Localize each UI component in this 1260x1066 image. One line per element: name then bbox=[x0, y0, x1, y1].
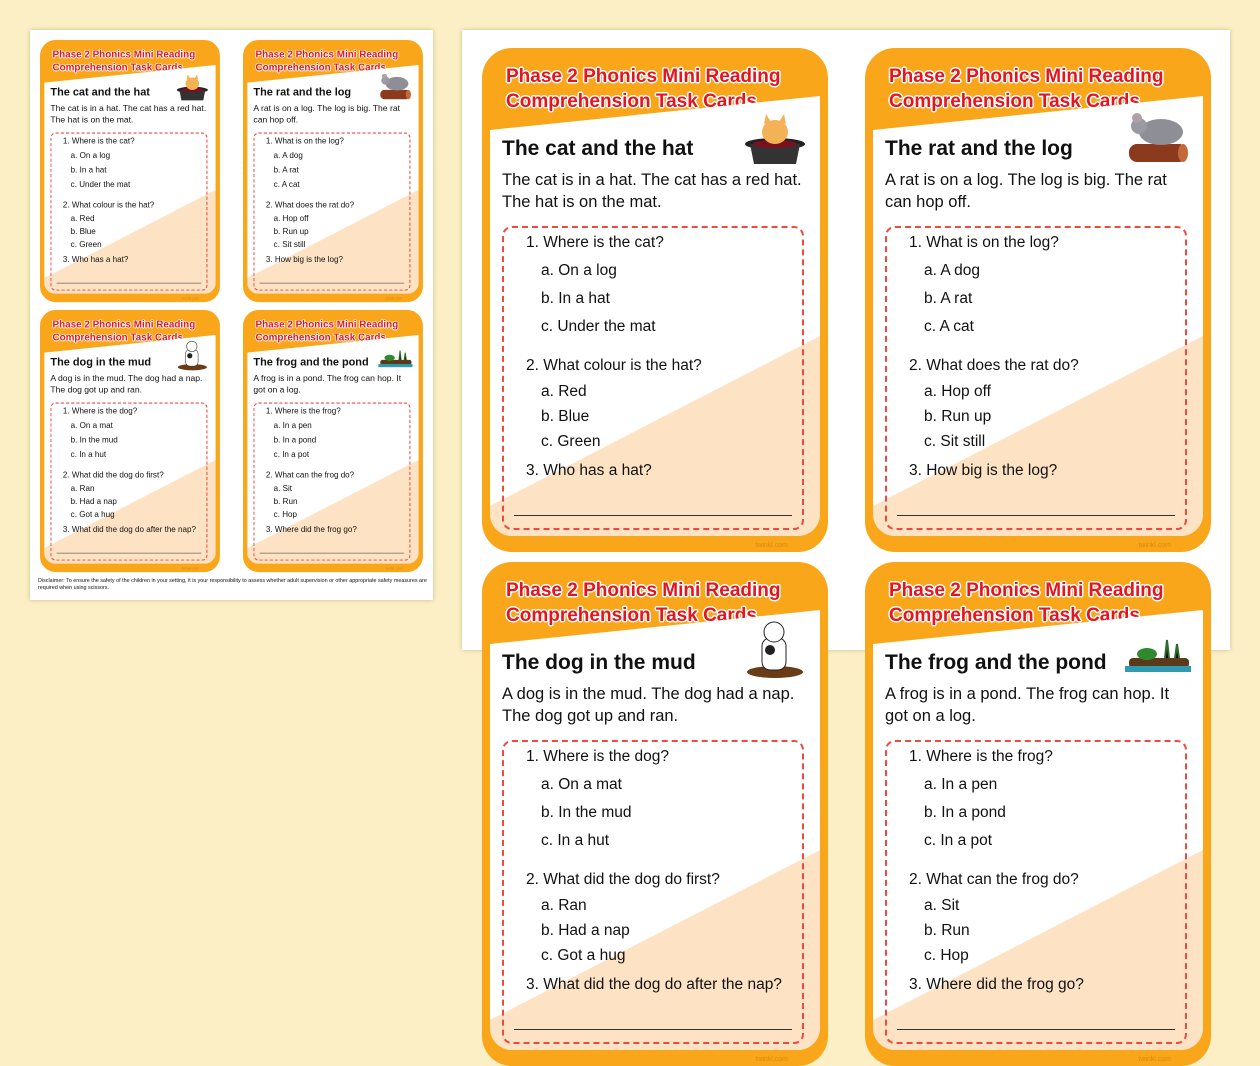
answer-option: a. Sit bbox=[273, 484, 293, 494]
story-text: The cat is in a hat. The cat has a red hat. The hat is on the mat. bbox=[502, 171, 802, 211]
questions-box bbox=[885, 740, 1187, 1044]
story-title: The cat and the hat bbox=[50, 86, 150, 99]
answer-option: c. Sit still bbox=[273, 240, 306, 250]
twinkl-brand-text: twinkl.com bbox=[385, 566, 403, 571]
card-header-title-line-1: Phase 2 Phonics Mini Reading bbox=[506, 66, 781, 87]
answer-option: b. Had a nap bbox=[541, 922, 630, 939]
answer-option: a. On a mat bbox=[70, 421, 113, 431]
cat-in-hat-icon bbox=[175, 69, 209, 101]
question: 2. What did the dog do first? bbox=[62, 470, 164, 480]
answer-option: a. On a log bbox=[70, 151, 111, 161]
card-header-title-line-1: Phase 2 Phonics Mini Reading bbox=[255, 49, 399, 61]
dog-in-mud-icon bbox=[175, 339, 209, 371]
task-card bbox=[482, 562, 828, 1066]
story-text: A dog is in the mud. The dog had a nap. The dog got up and ran. bbox=[50, 373, 203, 395]
answer-option: c. Green bbox=[541, 433, 601, 450]
disclaimer-text: Disclaimer: To ensure the safety of the children in your setting, it is your responsibility to assess whether adult supervision or other appropriate safety measures are required when using scissors. bbox=[38, 578, 427, 591]
twinkl-brand-text: twinkl.com bbox=[1138, 542, 1171, 549]
answer-option: c. Sit still bbox=[924, 433, 986, 450]
question: 3. Where did the frog go? bbox=[909, 976, 1084, 993]
story-text: A frog is in a pond. The frog can hop. It got on a log. bbox=[253, 373, 402, 395]
task-card bbox=[243, 40, 423, 302]
answer-line bbox=[260, 553, 405, 554]
answer-option: c. In a hut bbox=[70, 450, 107, 460]
answer-option: c. A cat bbox=[924, 318, 974, 335]
question: 2. What did the dog do first? bbox=[526, 871, 720, 888]
task-card bbox=[40, 40, 220, 302]
answer-option: a. Sit bbox=[924, 897, 960, 914]
answer-option: a. Red bbox=[70, 214, 95, 224]
answer-option: b. Run bbox=[273, 497, 298, 507]
worksheet-preview-page bbox=[30, 30, 433, 600]
question: 2. What colour is the hat? bbox=[62, 200, 155, 210]
answer-option: c. In a pot bbox=[273, 450, 310, 460]
answer-option: c. Under the mat bbox=[70, 180, 131, 190]
questions-box bbox=[50, 403, 207, 561]
card-header-title-line-2: Comprehension Task Cards bbox=[506, 605, 757, 626]
question: 2. What can the frog do? bbox=[909, 871, 1079, 888]
questions-box bbox=[253, 403, 410, 561]
questions-box bbox=[502, 226, 804, 530]
twinkl-brand-text: twinkl.com bbox=[755, 1056, 788, 1063]
question: 3. How big is the log? bbox=[265, 255, 343, 265]
story-title: The rat and the log bbox=[885, 137, 1073, 160]
answer-option: a. A dog bbox=[273, 151, 303, 161]
twinkl-brand-text: twinkl.com bbox=[755, 542, 788, 549]
question: 1. Where is the cat? bbox=[526, 234, 664, 251]
answer-option: b. Run up bbox=[273, 227, 309, 237]
rat-on-log-icon bbox=[378, 69, 412, 101]
card-header-title-line-2: Comprehension Task Cards bbox=[889, 91, 1140, 112]
question: 1. What is on the log? bbox=[265, 136, 344, 146]
answer-line bbox=[514, 1029, 792, 1030]
question: 3. Who has a hat? bbox=[62, 255, 129, 265]
story-title: The dog in the mud bbox=[502, 651, 696, 674]
answer-option: c. Green bbox=[70, 240, 102, 250]
card-header-title-line-2: Comprehension Task Cards bbox=[255, 332, 386, 344]
answer-option: b. A rat bbox=[924, 290, 973, 307]
answer-option: b. In a hat bbox=[70, 165, 107, 175]
answer-option: b. Had a nap bbox=[70, 497, 117, 507]
story-text: A rat is on a log. The log is big. The rat can hop off. bbox=[253, 103, 400, 125]
answer-option: a. On a log bbox=[541, 262, 617, 279]
answer-option: c. Hop bbox=[273, 510, 297, 520]
dog-in-mud-icon bbox=[742, 618, 808, 680]
task-card bbox=[482, 48, 828, 552]
rat-on-log-icon bbox=[1125, 104, 1191, 166]
answer-option: a. Red bbox=[541, 383, 587, 400]
answer-line bbox=[57, 553, 202, 554]
question: 1. Where is the dog? bbox=[62, 406, 138, 416]
story-title: The dog in the mud bbox=[50, 356, 152, 369]
answer-option: a. Ran bbox=[70, 484, 95, 494]
card-header-title-line-1: Phase 2 Phonics Mini Reading bbox=[889, 580, 1164, 601]
answer-option: c. Under the mat bbox=[541, 318, 656, 335]
card-header-title-line-2: Comprehension Task Cards bbox=[889, 605, 1140, 626]
answer-option: b. In the mud bbox=[541, 804, 632, 821]
answer-option: a. Hop off bbox=[273, 214, 309, 224]
answer-option: a. On a mat bbox=[541, 776, 622, 793]
answer-option: b. In a hat bbox=[541, 290, 610, 307]
task-card bbox=[865, 48, 1211, 552]
card-header-title-line-1: Phase 2 Phonics Mini Reading bbox=[52, 319, 196, 331]
answer-option: b. Blue bbox=[70, 227, 96, 237]
answer-line bbox=[260, 283, 405, 284]
question: 2. What does the rat do? bbox=[909, 357, 1079, 374]
story-text: A rat is on a log. The log is big. The rat can hop off. bbox=[885, 171, 1167, 211]
answer-option: b. In the mud bbox=[70, 435, 118, 445]
story-title: The cat and the hat bbox=[502, 137, 694, 160]
answer-option: b. Blue bbox=[541, 408, 590, 425]
answer-line bbox=[897, 515, 1175, 516]
answer-option: c. A cat bbox=[273, 180, 300, 190]
question: 1. Where is the frog? bbox=[265, 406, 341, 416]
question: 1. Where is the dog? bbox=[526, 748, 670, 765]
question: 3. Who has a hat? bbox=[526, 462, 652, 479]
card-header-title-line-2: Comprehension Task Cards bbox=[52, 62, 183, 74]
story-title: The rat and the log bbox=[253, 86, 352, 99]
card-header-title-line-1: Phase 2 Phonics Mini Reading bbox=[52, 49, 196, 61]
question: 2. What can the frog do? bbox=[265, 470, 355, 480]
card-header-title-line-2: Comprehension Task Cards bbox=[255, 62, 386, 74]
story-text: The cat is in a hat. The cat has a red hat. The hat is on the mat. bbox=[50, 103, 207, 125]
questions-box bbox=[502, 740, 804, 1044]
task-card bbox=[865, 562, 1211, 1066]
frog-on-log-icon bbox=[1125, 618, 1191, 680]
cat-in-hat-icon bbox=[742, 104, 808, 166]
answer-option: b. In a pond bbox=[273, 435, 317, 445]
twinkl-brand-text: twinkl.com bbox=[385, 296, 403, 301]
twinkl-brand-text: twinkl.com bbox=[182, 296, 200, 301]
story-title: The frog and the pond bbox=[885, 651, 1107, 674]
card-header-title-line-2: Comprehension Task Cards bbox=[506, 91, 757, 112]
answer-line bbox=[897, 1029, 1175, 1030]
answer-option: a. A dog bbox=[924, 262, 981, 279]
task-card bbox=[243, 310, 423, 572]
question: 1. Where is the frog? bbox=[909, 748, 1053, 765]
answer-option: c. Hop bbox=[924, 947, 969, 964]
answer-option: c. In a hut bbox=[541, 832, 610, 849]
card-header-title-line-1: Phase 2 Phonics Mini Reading bbox=[889, 66, 1164, 87]
answer-option: c. In a pot bbox=[924, 832, 993, 849]
card-header-title-line-1: Phase 2 Phonics Mini Reading bbox=[506, 580, 781, 601]
answer-option: a. Ran bbox=[541, 897, 587, 914]
question: 3. What did the dog do after the nap? bbox=[62, 525, 196, 535]
question: 3. How big is the log? bbox=[909, 462, 1058, 479]
task-card bbox=[40, 310, 220, 572]
answer-option: a. In a pen bbox=[273, 421, 312, 431]
twinkl-brand-text: twinkl.com bbox=[182, 566, 200, 571]
answer-option: b. Run bbox=[924, 922, 970, 939]
answer-line bbox=[57, 283, 202, 284]
question: 3. Where did the frog go? bbox=[265, 525, 357, 535]
question: 3. What did the dog do after the nap? bbox=[526, 976, 782, 993]
answer-option: a. Hop off bbox=[924, 383, 991, 400]
story-text: A dog is in the mud. The dog had a nap. The dog got up and ran. bbox=[502, 685, 795, 725]
answer-option: c. Got a hug bbox=[70, 510, 115, 520]
answer-option: c. Got a hug bbox=[541, 947, 626, 964]
answer-option: b. A rat bbox=[273, 165, 299, 175]
answer-option: b. In a pond bbox=[924, 804, 1006, 821]
question: 2. What colour is the hat? bbox=[526, 357, 702, 374]
question: 2. What does the rat do? bbox=[265, 200, 355, 210]
questions-box bbox=[50, 133, 207, 291]
story-title: The frog and the pond bbox=[253, 356, 369, 369]
card-header-title-line-2: Comprehension Task Cards bbox=[52, 332, 183, 344]
questions-box bbox=[885, 226, 1187, 530]
question: 1. Where is the cat? bbox=[62, 136, 135, 146]
question: 1. What is on the log? bbox=[909, 234, 1059, 251]
story-text: A frog is in a pond. The frog can hop. It got on a log. bbox=[885, 685, 1170, 725]
twinkl-brand-text: twinkl.com bbox=[1138, 1056, 1171, 1063]
answer-line bbox=[514, 515, 792, 516]
questions-box bbox=[253, 133, 410, 291]
answer-option: a. In a pen bbox=[924, 776, 998, 793]
answer-option: b. Run up bbox=[924, 408, 992, 425]
worksheet-zoomed-page bbox=[462, 30, 1230, 1063]
frog-on-log-icon bbox=[378, 339, 412, 371]
card-header-title-line-1: Phase 2 Phonics Mini Reading bbox=[255, 319, 399, 331]
